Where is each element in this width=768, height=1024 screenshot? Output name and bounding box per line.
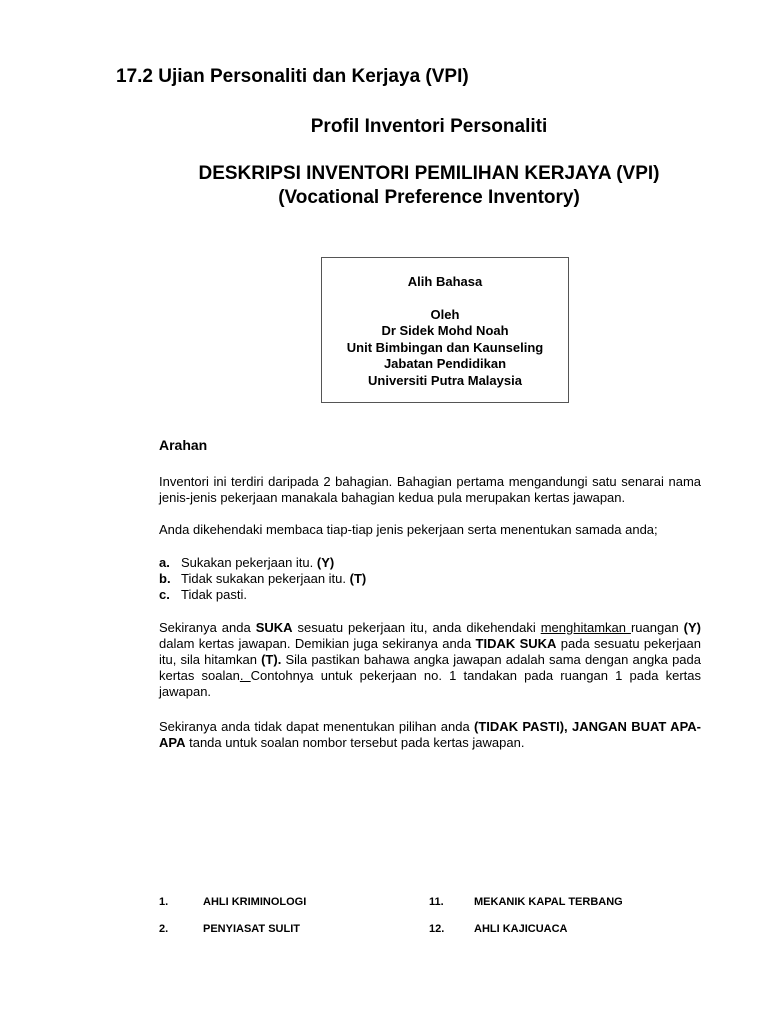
job-number: 11. xyxy=(429,896,444,908)
option-text: Tidak pasti. xyxy=(181,587,247,602)
job-number: 1. xyxy=(159,896,169,908)
option-text: Sukakan pekerjaan itu. (Y) xyxy=(181,555,335,570)
job-name: AHLI KRIMINOLOGI xyxy=(203,896,307,908)
job-name: AHLI KAJICUACA xyxy=(474,923,568,935)
credit-line: Universiti Putra Malaysia xyxy=(368,372,522,388)
option-text: Tidak sukakan pekerjaan itu. (T) xyxy=(181,571,367,586)
credit-line: Oleh xyxy=(430,306,460,322)
credit-line: Jabatan Pendidikan xyxy=(383,356,507,371)
option-key: a. xyxy=(159,555,170,570)
option-item xyxy=(159,571,366,587)
description-subtitle: (Vocational Preference Inventory) xyxy=(278,187,580,208)
credit-author: Dr Sidek Mohd Noah xyxy=(381,323,509,338)
job-name: PENYIASAT SULIT xyxy=(203,923,300,935)
arahan-heading: Arahan xyxy=(159,437,208,453)
job-number: 12. xyxy=(429,923,445,935)
paragraph-intro: Inventori ini terdiri daripada 2 bahagian. Bahagian pertama mengandungi satu senarai nama jenis-jenis pekerjaan manakala bahagian kedua pula merupakan kertas jawapan. xyxy=(159,474,701,505)
section-title: 17.2 Ujian Personaliti dan Kerjaya (VPI) xyxy=(116,66,469,87)
option-key: c. xyxy=(159,587,170,602)
paragraph-suka: Sekiranya anda SUKA sesuatu pekerjaan itu, anda dikehendaki menghitamkan ruangan (Y) dalam kertas jawapan. Demikian juga sekiranya anda TIDAK SUKA pada sesuatu pekerjaan itu, sila hitamkan (T). Sila pastikan bahawa angka jawapan adalah sama dengan angka pada kertas soalan. Contohnya untuk pekerjaan no. 1 tandakan pada ruangan 1 pada kertas jawapan. xyxy=(159,620,702,699)
option-item xyxy=(159,555,366,571)
paragraph-tidak-pasti: Sekiranya anda tidak dapat menentukan pilihan anda (TIDAK PASTI), JANGAN BUAT APA-APA tanda untuk soalan nombor tersebut pada kertas jawapan. xyxy=(159,719,701,750)
job-name: MEKANIK KAPAL TERBANG xyxy=(474,896,623,908)
options-list xyxy=(159,555,366,603)
job-number: 2. xyxy=(159,923,169,935)
credit-box xyxy=(321,257,569,403)
paragraph-instruction: Anda dikehendaki membaca tiap-tiap jenis pekerjaan serta menentukan samada anda; xyxy=(159,522,658,537)
credit-line: Alih Bahasa xyxy=(407,274,483,289)
option-key: b. xyxy=(159,571,171,586)
profil-title: Profil Inventori Personaliti xyxy=(310,116,548,137)
option-item xyxy=(159,587,366,603)
description-title: DESKRIPSI INVENTORI PEMILIHAN KERJAYA (VPI) xyxy=(198,163,660,184)
credit-line: Unit Bimbingan dan Kaunseling xyxy=(346,339,544,355)
